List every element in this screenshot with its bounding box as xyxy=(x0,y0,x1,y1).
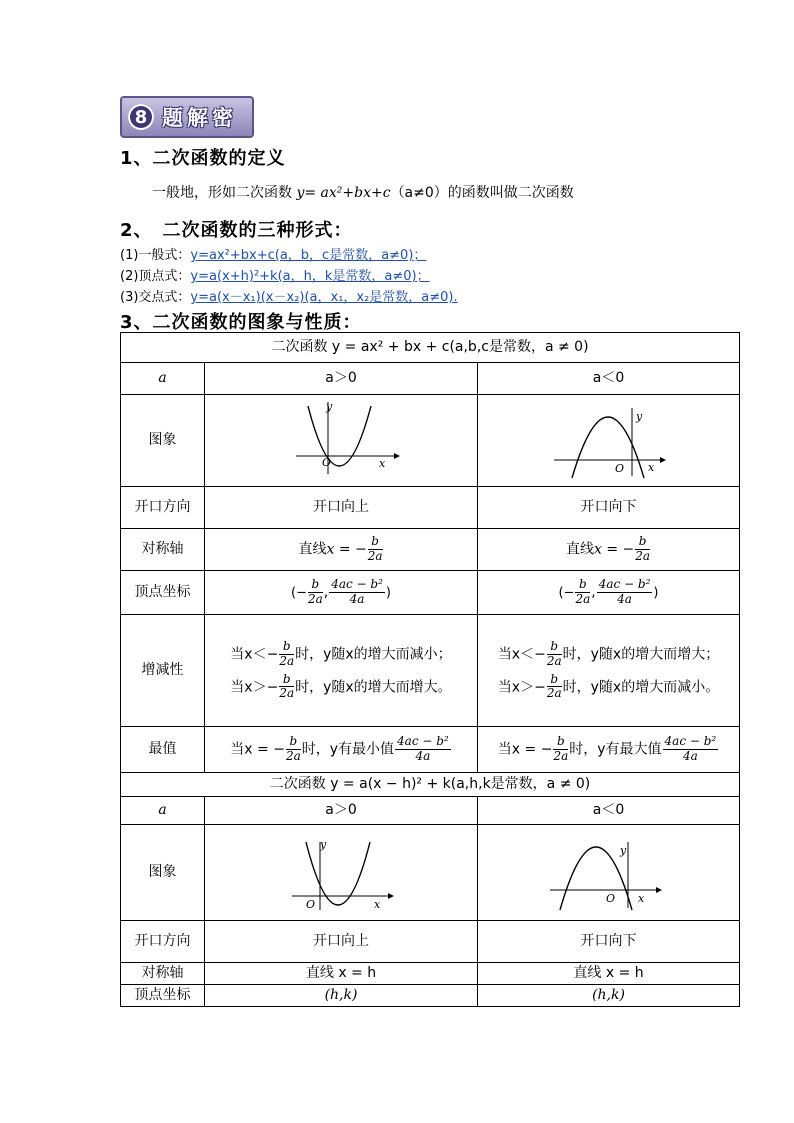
axis-pos-2: 直线 x = h xyxy=(205,963,478,985)
intercept-form: (3)交点式：y=a(x－x₁)(x－x₂)(a，x₁，x₂是常数，a≠0). xyxy=(120,290,458,305)
extreme-pos: 当x = − $\frac{b}{2a}$ 时，y有最小值 $\frac{\text{4ac − b²}}{4a}$ xyxy=(205,727,478,773)
open-down: 开口向下 xyxy=(478,487,740,529)
x-axis-label: x xyxy=(379,457,386,471)
graph-downward xyxy=(478,395,740,487)
row-label-image-2: 图象 xyxy=(121,825,205,921)
x-axis-label: x xyxy=(637,892,644,906)
row-label-axis: 对称轴 xyxy=(121,529,205,571)
banner-number: 8 xyxy=(128,104,154,130)
vertex-pos: (− $\frac{b}{2a}$ , $\frac{\text{4ac − b²}}{4a}$ ) xyxy=(205,571,478,615)
monotonicity-pos: 当x＜− $\frac{b}{2a}$ 时，y随x的增大而减小； 当x＞− $\frac{b}{2a}$ 时，y随x的增大而增大。 xyxy=(205,615,478,727)
section-banner xyxy=(120,96,254,138)
table2-header: 二次函数 y = a(x − h)² + k(a,h,k是常数，a ≠ 0) xyxy=(121,773,740,797)
axis-neg-2: 直线 x = h xyxy=(478,963,740,985)
open-down-2: 开口向下 xyxy=(478,921,740,963)
x-axis-label: x xyxy=(374,898,381,912)
vertex-form: (2)顶点式：y=a(x+h)²+k(a，h，k是常数，a≠0)； xyxy=(120,269,430,284)
table1-header: 二次函数 y = ax² + bx + c(a,b,c是常数，a ≠ 0) xyxy=(121,333,740,363)
row-label-open-2: 开口方向 xyxy=(121,921,205,963)
open-up-2: 开口向上 xyxy=(205,921,478,963)
origin-label: O xyxy=(306,898,316,912)
row-label-axis-2: 对称轴 xyxy=(121,963,205,985)
col-a-negative: a＜0 xyxy=(478,363,740,395)
heading-three-forms: 2、 二次函数的三种形式： xyxy=(120,220,353,241)
banner-title: 题解密 xyxy=(162,106,237,130)
origin-label: O xyxy=(614,462,624,476)
table-general-form xyxy=(120,332,740,1007)
heading-graph-properties: 3、二次函数的图象与性质： xyxy=(120,312,362,333)
y-axis-label: y xyxy=(326,400,333,414)
extreme-neg: 当x = − $\frac{b}{2a}$ 时，y有最大值 $\frac{\text{4ac − b²}}{4a}$ xyxy=(478,727,740,773)
row-label-open: 开口方向 xyxy=(121,487,205,529)
col-a-negative-2: a＜0 xyxy=(478,797,740,825)
vertex-pos-2: (h,k) xyxy=(205,985,478,1007)
monotonicity-neg: 当x＜− $\frac{b}{2a}$ 时，y随x的增大而增大； 当x＞− $\frac{b}{2a}$ 时，y随x的增大而减小。 xyxy=(478,615,740,727)
y-axis-label: y xyxy=(619,844,626,858)
graph-upward-2 xyxy=(205,825,478,921)
row-label-monotonicity: 增减性 xyxy=(121,615,205,727)
row-label-image: 图象 xyxy=(121,395,205,487)
definition-text: 一般地，形如二次函数 y= ax²+bx+c（a≠0）的函数叫做二次函数 xyxy=(152,185,574,201)
heading-definition: 1、二次函数的定义 xyxy=(120,148,286,169)
y-axis-label: y xyxy=(320,838,327,852)
graph-upward xyxy=(205,395,478,487)
y-axis-label: y xyxy=(635,410,642,424)
parabola-downward-graph-2 xyxy=(544,828,674,912)
open-up: 开口向上 xyxy=(205,487,478,529)
vertex-neg-2: (h,k) xyxy=(478,985,740,1007)
general-form: (1)一般式：y=ax²+bx+c(a，b，c是常数，a≠0)； xyxy=(120,248,427,263)
col-a-positive: a＞0 xyxy=(205,363,478,395)
row-label-extreme: 最值 xyxy=(121,727,205,773)
parabola-downward-graph xyxy=(544,396,674,480)
graph-downward-2 xyxy=(478,825,740,921)
row-label-vertex-2: 顶点坐标 xyxy=(121,985,205,1007)
axis-neg: 直线x = − $\frac{b}{2a}$ xyxy=(478,529,740,571)
origin-label: O xyxy=(322,456,332,470)
parabola-upward-graph-2 xyxy=(276,828,406,912)
axis-pos: 直线x = − $\frac{b}{2a}$ xyxy=(205,529,478,571)
col-a-label: a xyxy=(121,363,205,395)
vertex-neg: (− $\frac{b}{2a}$ , $\frac{\text{4ac − b²}}{4a}$ ) xyxy=(478,571,740,615)
x-axis-label: x xyxy=(647,461,654,475)
parabola-upward-graph xyxy=(276,396,406,480)
origin-label: O xyxy=(605,892,615,906)
row-label-vertex: 顶点坐标 xyxy=(121,571,205,615)
col-a-label-2: a xyxy=(121,797,205,825)
col-a-positive-2: a＞0 xyxy=(205,797,478,825)
